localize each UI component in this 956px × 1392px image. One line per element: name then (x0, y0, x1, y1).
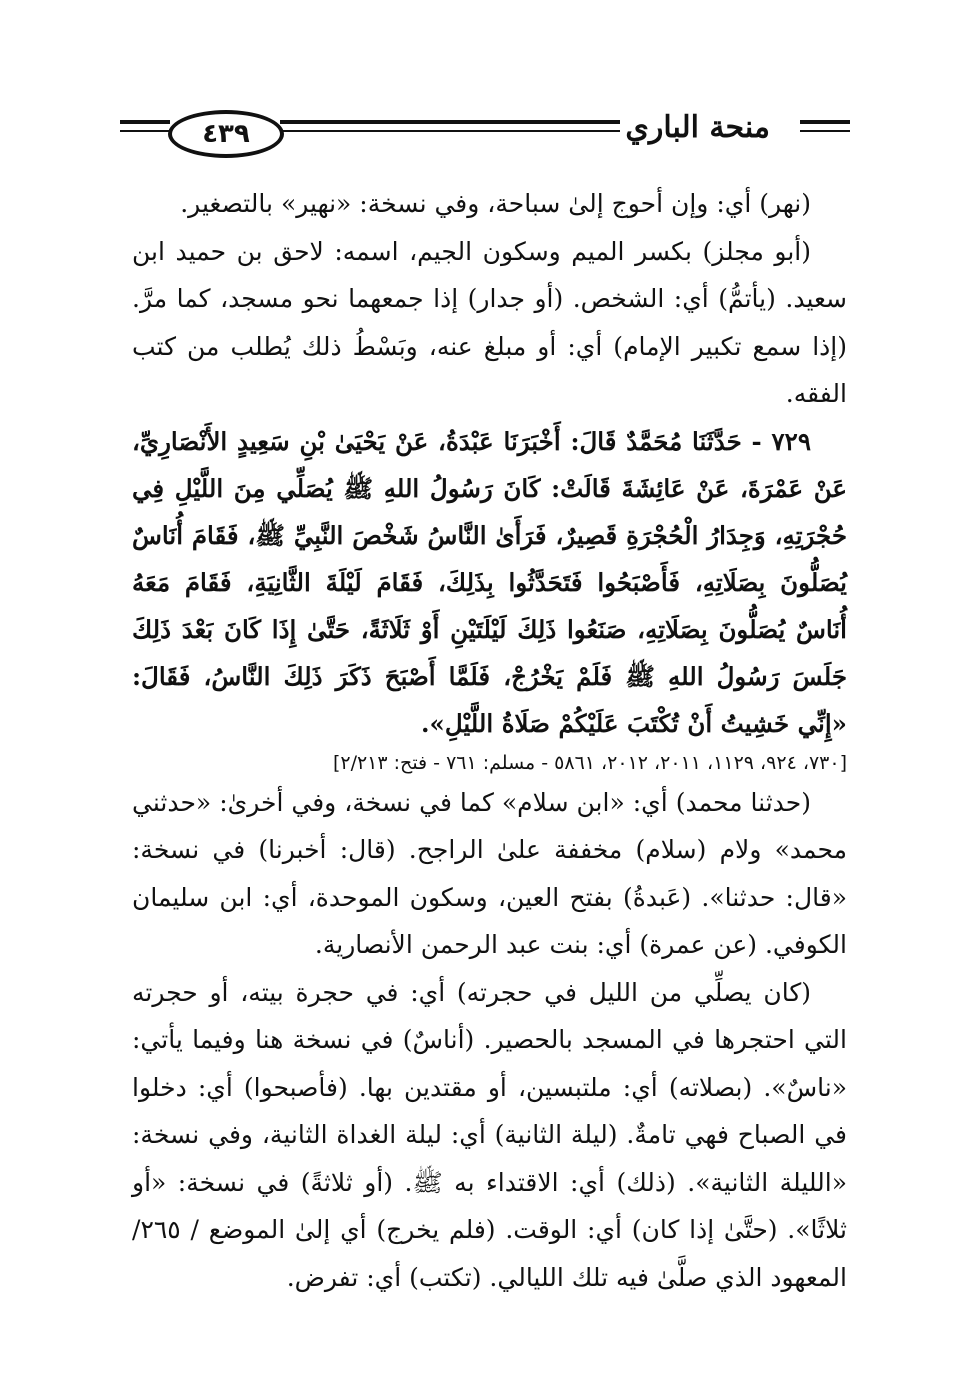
header-rule-left-top (120, 120, 170, 124)
commentary-paragraph: (كان يصلِّي من الليل في حجرته) أي: في حجرة بيته، أو حجرته التي احتجرها في المسجد بالحصير. (أناسٌ) في نسخة هنا وفيما يأتي: «ناسٌ». (بصلاته) أي: ملتبسين، أو مقتدين بها. (فأصبحوا) أي: دخلوا في الصباح فهي تامةٌ. (ليلة الثانية) أي: ليلة الغداة الثانية، وفي نسخة: «الليلة الثانية». (ذلك) أي: الاقتداء به ﷺ. (أو ثلاثةً) في نسخة: «أو ثلاثًا». (حتَّىٰ إذا كان) أي: الوقت. (فلم يخرج) أي إلىٰ الموضع / ٢٦٥/ المعهود الذي صلَّىٰ فيه تلك الليالي. (تكتب) أي: تفرض. (132, 977, 847, 1292)
hadith-text: ٧٢٩ - حَدَّثَنَا مُحَمَّدٌ قَالَ: أَخْبَرَنَا عَبْدَةُ، عَنْ يَحْيَىٰ بْنِ سَعِيدٍ الأَنْصَارِيِّ، عَنْ عَمْرَةَ، عَنْ عَائِشَةَ قَالَتْ: كَانَ رَسُولُ اللهِ ﷺ يُصَلِّي مِنَ اللَّيْلِ فِي حُجْرَتِهِ، وَجِدَارُ الْحُجْرَةِ قَصِيرٌ، فَرَأَىٰ النَّاسُ شَخْصَ النَّبِيِّ ﷺ، فَقَامَ أُنَاسٌ يُصَلُّونَ بِصَلَاتِهِ، فَأَصْبَحُوا فَتَحَدَّثُوا بِذَلِكَ، فَقَامَ لَيْلَةَ الثَّانِيَةِ، فَقَامَ مَعَهُ أُنَاسٌ يُصَلُّونَ بِصَلَاتِهِ، صَنَعُوا ذَلِكَ لَيْلَتَيْنِ أَوْ ثَلَاثَةً، حَتَّىٰ إِذَا كَانَ بَعْدَ ذَلِكَ جَلَسَ رَسُولُ اللهِ ﷺ فَلَمْ يَخْرُجْ، فَلَمَّا أَصْبَحَ ذَكَرَ ذَلِكَ النَّاسُ، فَقَالَ: «إِنِّي خَشِيتُ أَنْ تُكْتَبَ عَلَيْكُمْ صَلَاةُ اللَّيْلِ». (132, 426, 847, 738)
header-rule-right-bottom (800, 130, 850, 132)
page-content (132, 180, 847, 1301)
commentary-paragraph: (نهر) أي: وإن أحوج إلىٰ سباحة، وفي نسخة: «نهير» بالتصغير. (180, 189, 811, 218)
header-rule-left-bottom (120, 130, 170, 132)
commentary-paragraph: (أبو مجلز) بكسر الميم وسكون الجيم، اسمه: لاحق بن حميد ابن سعيد. (يأتمُّ) أي: الشخص. (أو جدار) إذا جمعهما نحو مسجد، كما مرَّ. (إذا سمع تكبير الإمام) أي: أو مبلغ عنه، وبَسْطُ ذلك يُطلب من كتب الفقه. (132, 236, 847, 408)
hadith-references: [٧٣٠، ٩٢٤، ١١٢٩، ٢٠١١، ٢٠١٢، ٥٨٦١ - مسلم: ٧٦١ - فتح: ٢/٢١٣] (332, 751, 847, 774)
header-rule-center-bottom (280, 130, 620, 132)
header-rule-right-top (800, 120, 850, 124)
page-number-badge: ٤٣٩ (168, 110, 284, 158)
commentary-paragraph: (حدثنا محمد) أي: «ابن سلام» كما في نسخة، وفي أخرىٰ: «حدثني محمد» ولام (سلام) مخففة علىٰ الراجح. (قال: أخبرنا) في نسخة: «قال: حدثنا». (عَبدةُ) بفتح العين، وسكون الموحدة، أي: ابن سليمان الكوفي. (عن عمرة) أي: بنت عبد الرحمن الأنصارية. (132, 787, 847, 959)
page-header (120, 100, 850, 170)
header-rule-center-top (280, 120, 620, 124)
running-title: منحة الباري (625, 110, 770, 145)
